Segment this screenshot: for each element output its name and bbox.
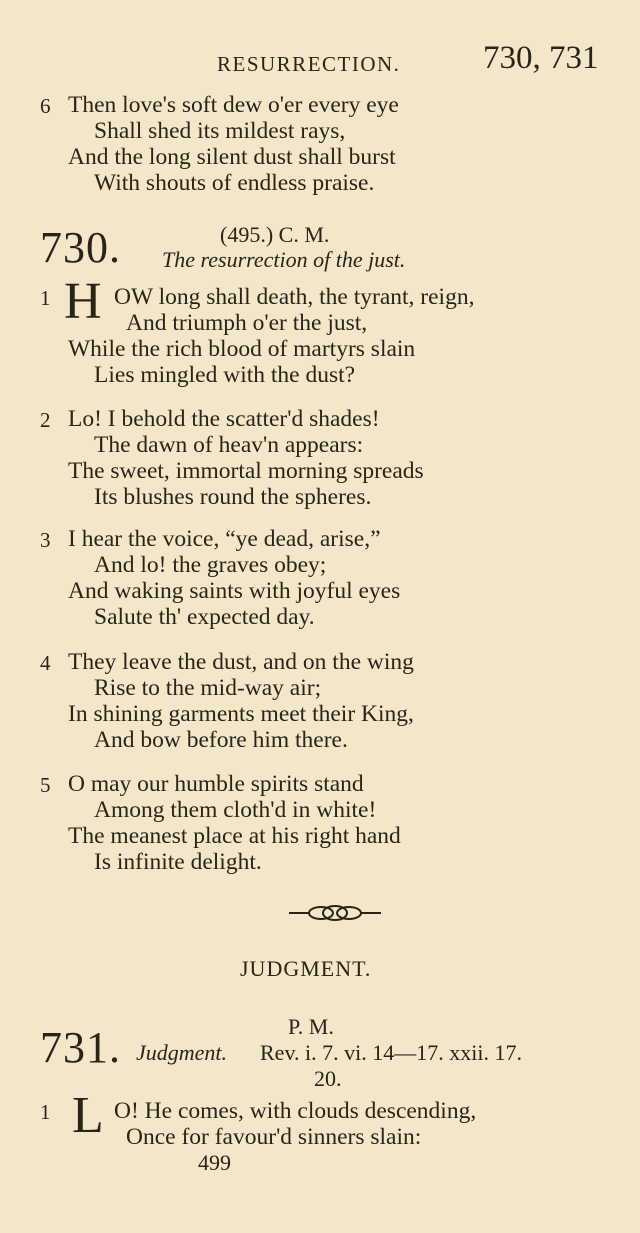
header-hymn-numbers: 730, 731: [483, 40, 599, 76]
section-heading: JUDGMENT.: [240, 956, 372, 981]
verse-number: 1: [40, 286, 51, 310]
verse-line: They leave the dust, and on the wing: [68, 649, 414, 675]
verse-number: 1: [40, 1100, 51, 1124]
verse-line: Salute th' expected day.: [94, 604, 315, 630]
verse-line: Shall shed its mildest rays,: [94, 118, 346, 144]
verse-line: O! He comes, with clouds descending,: [114, 1098, 477, 1124]
verse-line: Then love's soft dew o'er every eye: [68, 92, 399, 118]
verse-line: The dawn of heav'n appears:: [94, 432, 364, 458]
verse-line: I hear the voice, “ye dead, arise,”: [68, 526, 381, 552]
verse-line: Rise to the mid-way air;: [94, 675, 322, 701]
verse-line: Once for favour'd sinners slain:: [126, 1124, 422, 1150]
verse-line: In shining garments meet their King,: [68, 701, 414, 727]
drop-cap: L: [72, 1087, 104, 1144]
verse-number: 3: [40, 528, 51, 552]
verse-line: Among them cloth'd in white!: [94, 797, 377, 823]
verse-line: And waking saints with joyful eyes: [68, 578, 401, 604]
verse-line: With shouts of endless praise.: [94, 170, 375, 196]
verse-line: Lo! I behold the scatter'd shades!: [68, 406, 380, 432]
verse-line: And lo! the graves obey;: [94, 552, 327, 578]
hymn-number-730: 730.: [40, 223, 121, 272]
verse-number: 2: [40, 408, 51, 432]
hymn-number-731: 731.: [40, 1023, 121, 1072]
verse-line: And triumph o'er the just,: [126, 310, 368, 336]
verse-number: 4: [40, 651, 51, 675]
drop-cap: H: [64, 273, 102, 330]
hymn-subtitle: The resurrection of the just.: [162, 247, 406, 272]
verse-line: Lies mingled with the dust?: [94, 362, 356, 388]
verse-number: 6: [40, 94, 51, 118]
scripture-references: Rev. i. 7. vi. 14—17. xxii. 17.: [260, 1040, 522, 1065]
verse-line: OW long shall death, the tyrant, reign,: [114, 284, 475, 310]
ornament-divider-icon: [287, 898, 383, 928]
hymn-meter: (495.) C. M.: [220, 222, 330, 247]
verse-line: While the rich blood of martyrs slain: [68, 336, 416, 362]
verse-line: The meanest place at his right hand: [68, 823, 401, 849]
verse-line: Is infinite delight.: [94, 849, 262, 875]
page-number: 499: [198, 1150, 231, 1175]
verse-line: The sweet, immortal morning spreads: [68, 458, 424, 484]
verse-number: 5: [40, 773, 51, 797]
verse-line: Its blushes round the spheres.: [94, 484, 372, 510]
running-title: RESURRECTION.: [217, 52, 401, 76]
verse-line: And bow before him there.: [94, 727, 348, 753]
verse-line: O may our humble spirits stand: [68, 771, 364, 797]
scripture-references-cont: 20.: [314, 1066, 342, 1091]
hymn-subtitle: Judgment.: [136, 1040, 228, 1065]
hymn-meter: P. M.: [288, 1014, 334, 1039]
verse-line: And the long silent dust shall burst: [68, 144, 396, 170]
